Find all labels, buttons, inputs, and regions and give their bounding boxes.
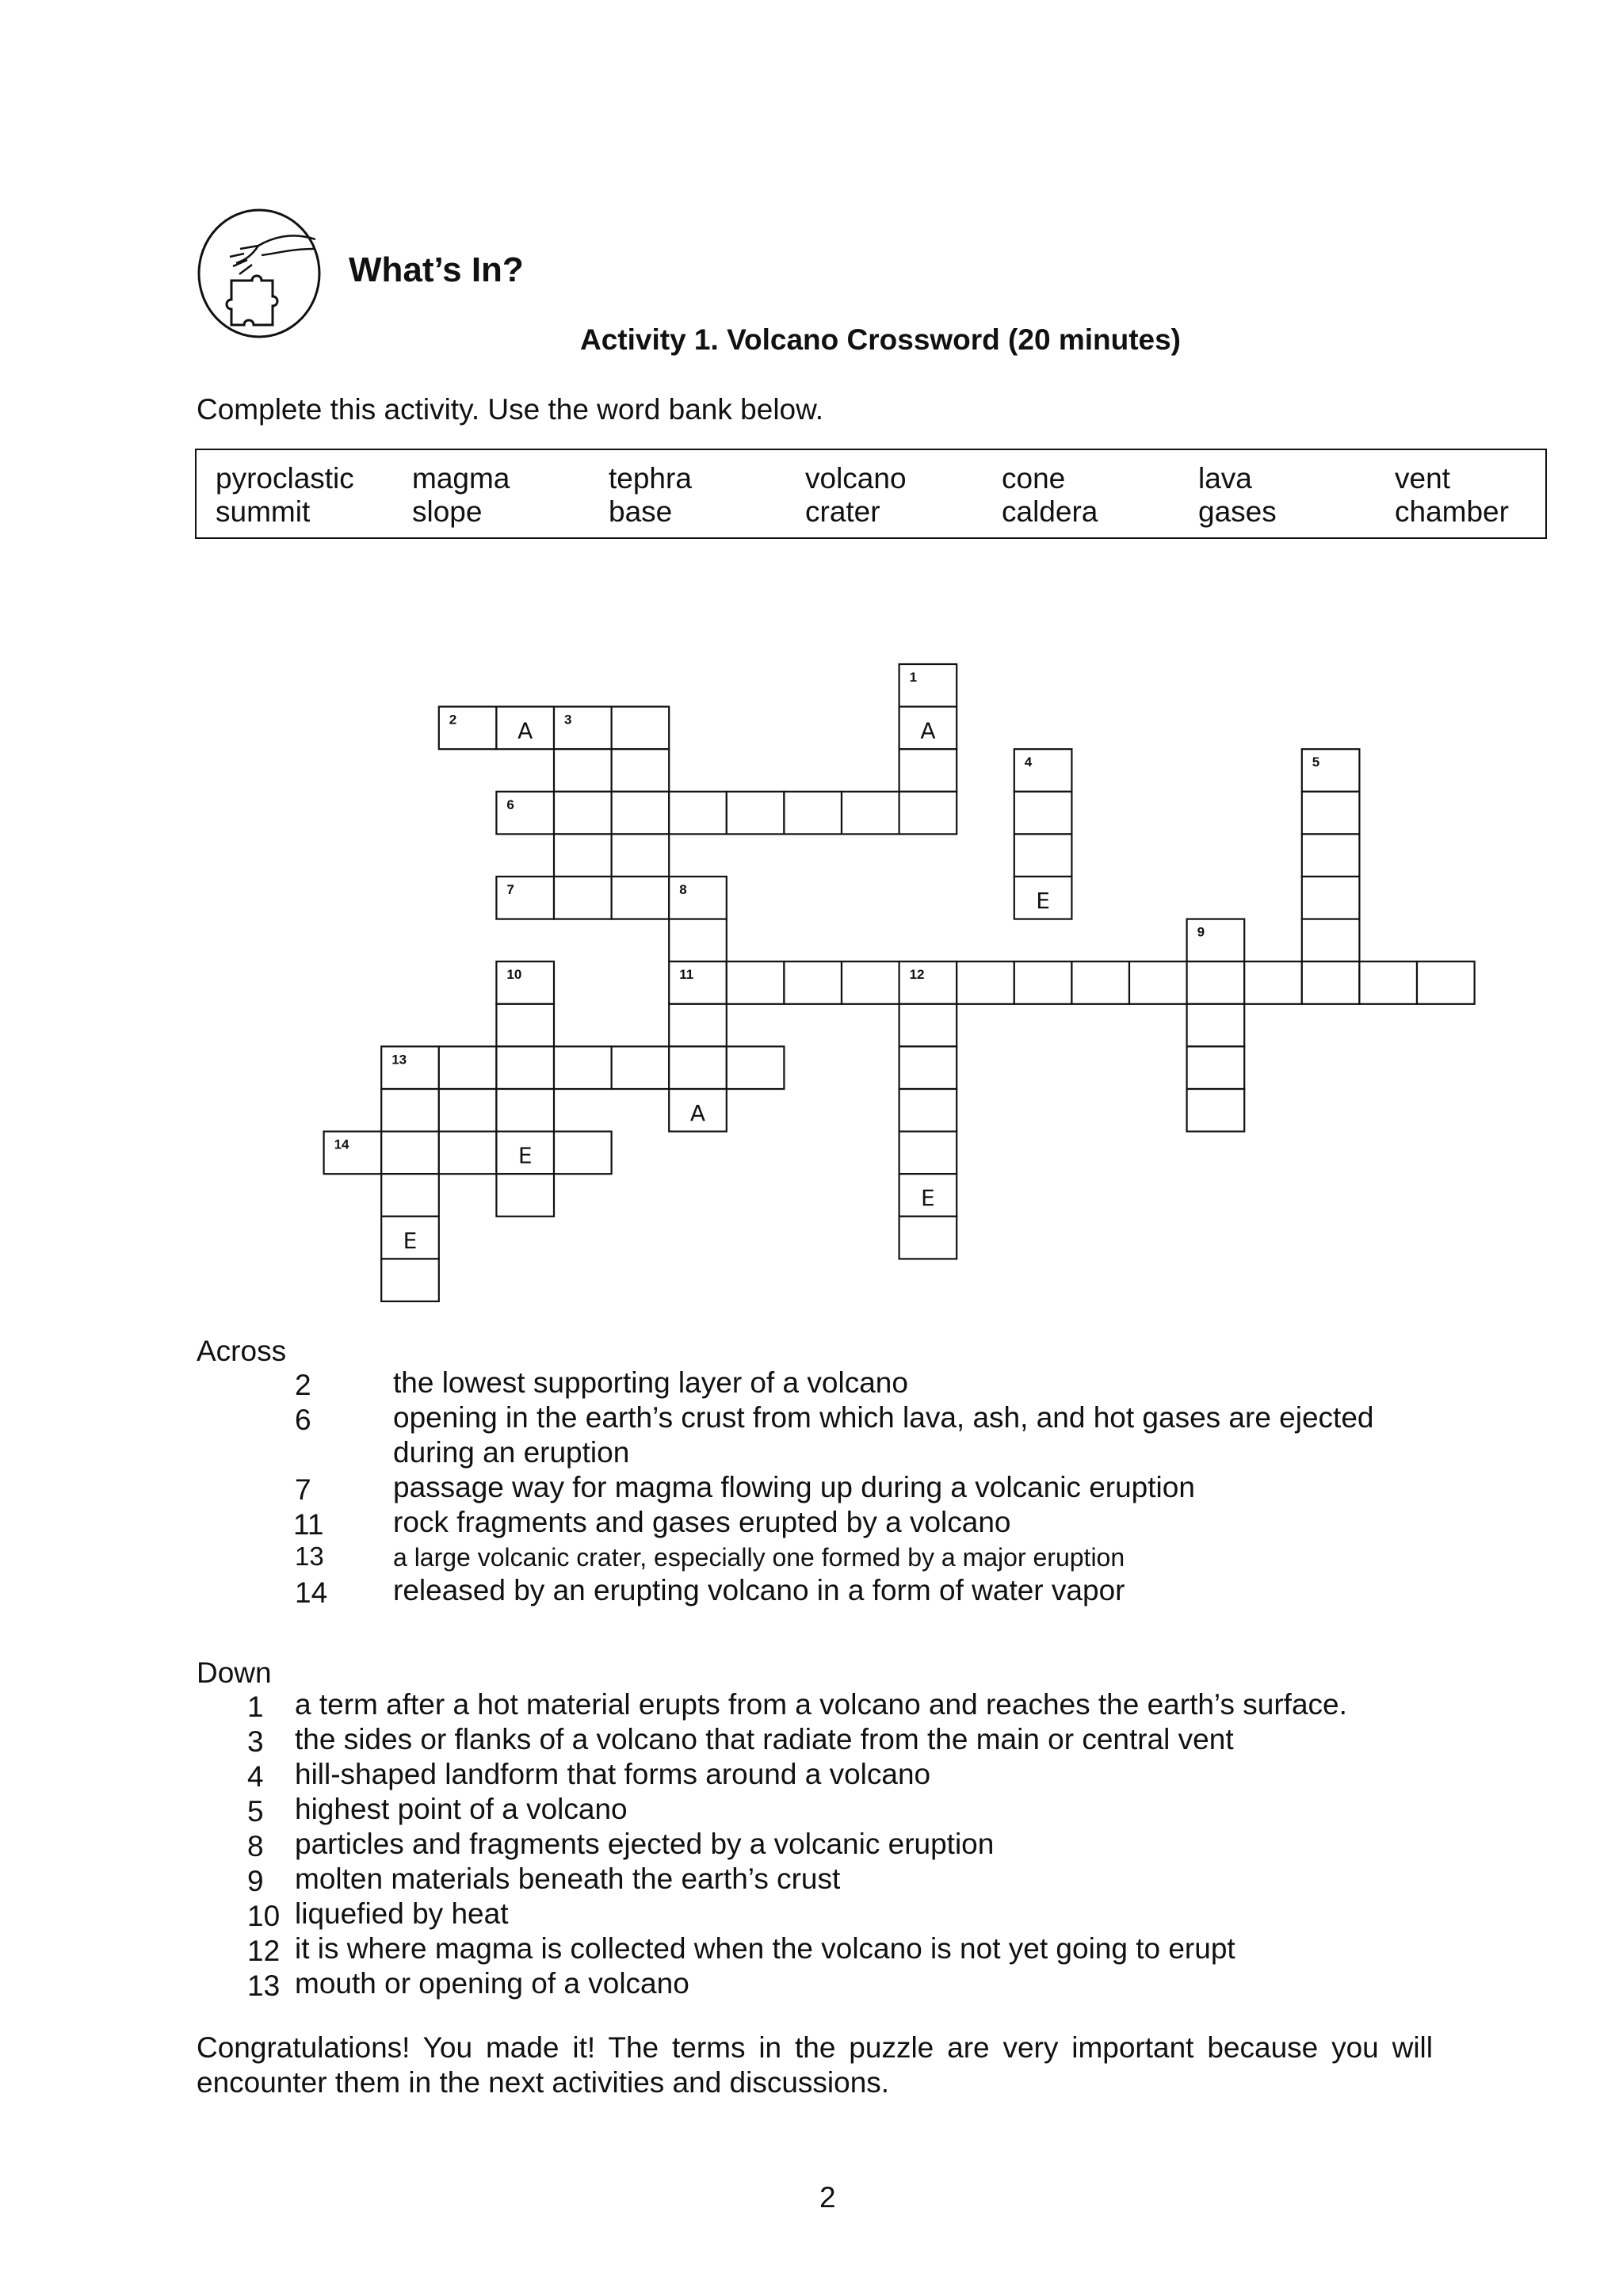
crossword-cell[interactable]: [496, 1046, 554, 1089]
crossword-cell[interactable]: [324, 1132, 382, 1175]
crossword-cell[interactable]: [496, 1132, 554, 1175]
crossword-prefilled-letter: A: [517, 717, 533, 744]
crossword-cell[interactable]: [899, 1174, 957, 1217]
down-clue-text: mouth or opening of a volcano: [295, 1967, 689, 2000]
word-bank-item: gases: [1198, 495, 1277, 528]
word-bank-item: volcano: [805, 462, 907, 495]
crossword-cell[interactable]: [554, 1132, 612, 1175]
word-bank-item: crater: [805, 495, 880, 528]
crossword-cell[interactable]: [496, 1004, 554, 1047]
crossword-cell[interactable]: [554, 792, 612, 835]
crossword-cell[interactable]: [1187, 961, 1245, 1004]
across-clue-number: 2: [295, 1369, 311, 1401]
crossword-cell[interactable]: [899, 749, 957, 792]
crossword-cell[interactable]: [899, 1132, 957, 1175]
crossword-cell[interactable]: [554, 834, 612, 877]
crossword-cell[interactable]: [669, 792, 727, 835]
hand-puzzle-piece-icon: [197, 208, 322, 339]
crossword-cell[interactable]: [381, 1259, 439, 1301]
instruction-text: Complete this activity. Use the word bank below.: [197, 393, 824, 426]
crossword-cell[interactable]: [899, 664, 957, 707]
crossword-cell[interactable]: [899, 792, 957, 835]
crossword-prefilled-letter: E: [517, 1142, 533, 1169]
crossword-prefilled-letter: E: [403, 1227, 418, 1254]
crossword-cell[interactable]: [727, 961, 785, 1004]
down-clue-text: the sides or flanks of a volcano that radiate from the main or central vent: [295, 1723, 1234, 1755]
crossword-cell[interactable]: [439, 1132, 497, 1175]
crossword-clue-number: 2: [449, 712, 457, 728]
word-bank-item: lava: [1198, 462, 1252, 495]
down-clue-number: 12: [247, 1935, 281, 1967]
across-clue-text: released by an erupting volcano in a form of water vapor: [393, 1574, 1125, 1606]
crossword-cell[interactable]: [554, 877, 612, 919]
crossword-cell[interactable]: [496, 961, 554, 1004]
crossword-cell[interactable]: [439, 707, 497, 750]
crossword-prefilled-letter: A: [920, 717, 936, 744]
word-bank-item: vent: [1395, 462, 1450, 495]
across-clue-number: 13: [295, 1541, 324, 1571]
crossword-cell[interactable]: [1014, 834, 1072, 877]
crossword-clue-number: 5: [1312, 755, 1320, 770]
crossword-clue-number: 1: [909, 670, 918, 685]
across-clue-text: opening in the earth’s crust from which lava, ash, and hot gases are ejected: [393, 1401, 1374, 1434]
word-bank-item: summit: [216, 495, 311, 528]
crossword-cell[interactable]: [612, 749, 670, 792]
down-clue-text: hill-shaped landform that forms around a volcano: [295, 1758, 931, 1790]
congratulations-text: Congratulations! You made it! The terms in the puzzle are very important because you will encounter them in the next activities and discussions.: [197, 2031, 1433, 2099]
crossword-clue-number: 11: [679, 967, 694, 983]
crossword-cell[interactable]: [669, 919, 727, 962]
word-bank-item: tephra: [609, 462, 692, 495]
word-bank-box: [195, 449, 1547, 539]
crossword-cell[interactable]: [439, 1089, 497, 1132]
crossword-cell[interactable]: [899, 1004, 957, 1047]
crossword-cell[interactable]: [496, 877, 554, 919]
crossword-cell[interactable]: [1359, 961, 1417, 1004]
crossword-cell[interactable]: [1014, 792, 1072, 835]
down-clue-number: 1: [247, 1690, 264, 1723]
down-clue-number: 3: [247, 1725, 264, 1758]
crossword-prefilled-letter: E: [1036, 888, 1050, 914]
crossword-cell[interactable]: [381, 1132, 439, 1175]
crossword-clue-number: 3: [564, 712, 572, 728]
crossword-cell[interactable]: [554, 1046, 612, 1089]
crossword-cell[interactable]: [1187, 1089, 1245, 1132]
down-clue-number: 9: [247, 1865, 264, 1897]
crossword-cell[interactable]: [669, 1046, 727, 1089]
word-bank-item: base: [609, 495, 673, 528]
crossword-cell[interactable]: [496, 707, 554, 750]
across-clue-text: the lowest supporting layer of a volcano: [393, 1366, 908, 1399]
crossword-cell[interactable]: [1302, 834, 1360, 877]
across-heading: Across: [197, 1335, 287, 1367]
crossword-cell[interactable]: [784, 961, 842, 1004]
across-clue-text: passage way for magma flowing up during a volcanic eruption: [393, 1471, 1195, 1503]
down-clue-number: 13: [247, 1969, 281, 2002]
crossword-cell[interactable]: [1187, 1004, 1245, 1047]
crossword-cell[interactable]: [612, 877, 670, 919]
crossword-cell[interactable]: [1014, 877, 1072, 919]
crossword-cell[interactable]: [381, 1174, 439, 1217]
crossword-cell[interactable]: [727, 1046, 785, 1089]
crossword-cell[interactable]: [381, 1089, 439, 1132]
down-clue-text: liquefied by heat: [295, 1897, 509, 1930]
crossword-cell[interactable]: [381, 1217, 439, 1259]
word-bank-item: pyroclastic: [216, 462, 354, 495]
crossword-clue-number: 7: [506, 882, 514, 897]
crossword-clue-number: 9: [1197, 924, 1205, 940]
crossword-cell[interactable]: [1302, 877, 1360, 919]
page-title: What’s In?: [349, 250, 524, 289]
across-clue-number: 11: [293, 1508, 324, 1541]
crossword-cell[interactable]: [899, 1217, 957, 1259]
down-heading: Down: [197, 1656, 272, 1689]
crossword-cell[interactable]: [612, 834, 670, 877]
crossword-cell[interactable]: [1014, 961, 1072, 1004]
crossword-cell[interactable]: [1014, 749, 1072, 792]
crossword-cell[interactable]: [496, 792, 554, 835]
crossword-cell[interactable]: [1302, 961, 1360, 1004]
page-number: 2: [819, 2181, 836, 2214]
crossword-cell[interactable]: [554, 707, 612, 750]
crossword-cell[interactable]: [496, 1174, 554, 1217]
crossword-cell[interactable]: [1417, 961, 1475, 1004]
activity-subtitle: Activity 1. Volcano Crossword (20 minutes): [580, 323, 1181, 356]
crossword-cell[interactable]: [899, 1046, 957, 1089]
crossword-cell[interactable]: [669, 877, 727, 919]
crossword-cell[interactable]: [612, 707, 670, 750]
down-clue-text: highest point of a volcano: [295, 1793, 628, 1825]
crossword-cell[interactable]: [957, 961, 1014, 1004]
down-clue-text: molten materials beneath the earth’s crust: [295, 1862, 841, 1895]
down-clue-number: 8: [247, 1830, 264, 1862]
crossword-cell[interactable]: [784, 792, 842, 835]
crossword-clue-number: 10: [506, 967, 522, 983]
crossword-cell[interactable]: [899, 1089, 957, 1132]
across-clue-text-continued: during an eruption: [393, 1436, 630, 1469]
across-clue-text: rock fragments and gases erupted by a volcano: [393, 1506, 1011, 1538]
crossword-cell[interactable]: [496, 1089, 554, 1132]
down-clue-number: 5: [247, 1795, 264, 1828]
down-clue-number: 4: [247, 1760, 264, 1793]
crossword-cell[interactable]: [439, 1046, 497, 1089]
crossword-clue-number: 8: [679, 882, 687, 897]
word-bank-item: chamber: [1395, 495, 1509, 528]
crossword-cell[interactable]: [1129, 961, 1187, 1004]
down-clue-number: 10: [247, 1900, 281, 1932]
crossword-cell[interactable]: [899, 961, 957, 1004]
crossword-cell[interactable]: [669, 961, 727, 1004]
across-clue-text: a large volcanic crater, especially one formed by a major eruption: [393, 1543, 1125, 1572]
across-clue-number: 6: [295, 1404, 311, 1436]
word-bank-item: slope: [412, 495, 483, 528]
crossword-cell[interactable]: [1302, 919, 1360, 962]
crossword-cell[interactable]: [1302, 792, 1360, 835]
crossword-cell[interactable]: [1187, 919, 1245, 962]
crossword-cell[interactable]: [612, 1046, 670, 1089]
crossword-cell[interactable]: [669, 1004, 727, 1047]
crossword-cell[interactable]: [669, 1089, 727, 1132]
crossword-cell[interactable]: [727, 792, 785, 835]
word-bank-item: magma: [412, 462, 510, 495]
crossword-clue-number: 6: [506, 797, 514, 812]
crossword-cell[interactable]: [1071, 961, 1129, 1004]
crossword-cell[interactable]: [1302, 749, 1360, 792]
crossword-cell[interactable]: [842, 961, 899, 1004]
down-clue-text: particles and fragments ejected by a volcanic eruption: [295, 1828, 995, 1860]
crossword-prefilled-letter: A: [689, 1100, 706, 1126]
crossword-cell[interactable]: [381, 1046, 439, 1089]
word-bank-item: caldera: [1002, 495, 1098, 528]
crossword-cell[interactable]: [612, 792, 670, 835]
down-clue-text: a term after a hot material erupts from a volcano and reaches the earth’s surface.: [295, 1688, 1347, 1721]
crossword-cell[interactable]: [899, 707, 957, 750]
word-bank-item: cone: [1002, 462, 1066, 495]
across-clue-number: 7: [295, 1473, 311, 1506]
crossword-cell[interactable]: [1187, 1046, 1245, 1089]
crossword-clue-number: 13: [391, 1052, 407, 1068]
crossword-cell[interactable]: [554, 749, 612, 792]
crossword-cell[interactable]: [842, 792, 899, 835]
crossword-clue-number: 14: [334, 1137, 349, 1152]
crossword-clue-number: 12: [909, 967, 925, 983]
crossword-cell[interactable]: [1244, 961, 1302, 1004]
across-clue-number: 14: [295, 1576, 328, 1609]
crossword-prefilled-letter: E: [921, 1185, 935, 1212]
down-clue-text: it is where magma is collected when the volcano is not yet going to erupt: [295, 1932, 1235, 1965]
crossword-clue-number: 4: [1024, 755, 1033, 770]
